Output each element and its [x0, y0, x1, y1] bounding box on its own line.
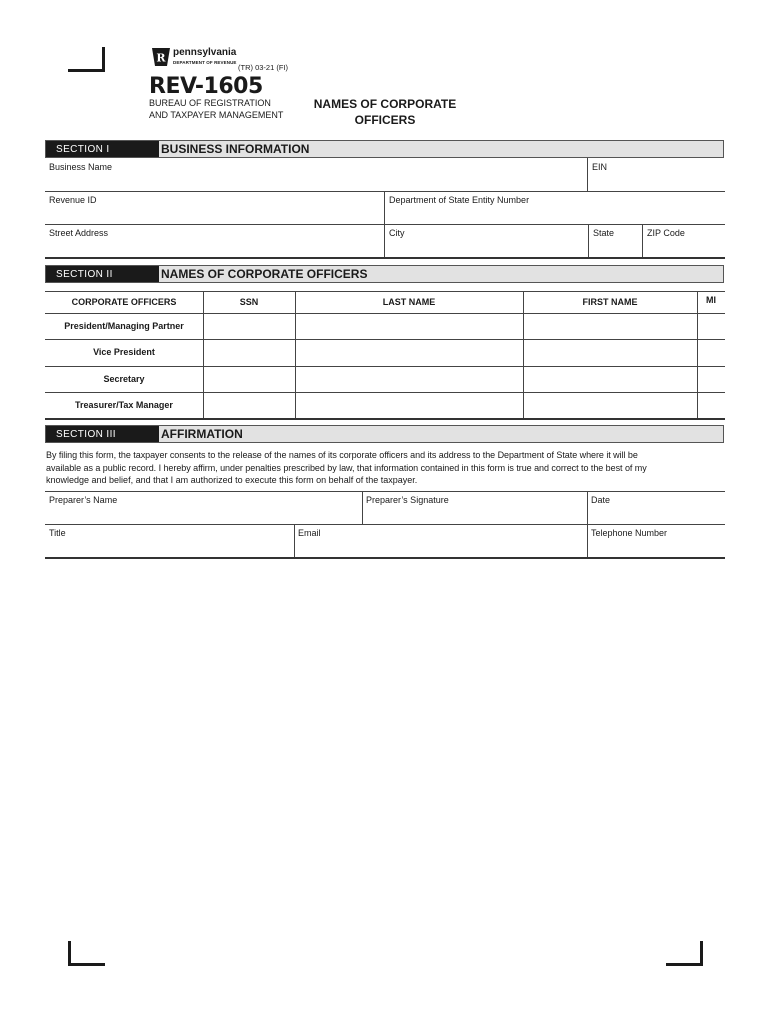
ein-label: EIN	[592, 162, 608, 172]
bureau-line-1: BUREAU OF REGISTRATION	[149, 98, 271, 108]
bureau-line-2: AND TAXPAYER MANAGEMENT	[149, 110, 284, 120]
divider	[45, 291, 725, 292]
section-2-header	[45, 265, 724, 283]
column-header-officers: CORPORATE OFFICERS	[71, 297, 177, 307]
agency-name: pennsylvania	[173, 47, 237, 58]
preparer-signature-field[interactable]	[363, 491, 586, 524]
revenue-id-field[interactable]	[45, 191, 383, 224]
preparer-signature-label: Preparer’s Signature	[366, 495, 449, 505]
row-label-president: President/Managing Partner	[64, 321, 184, 331]
dos-entity-number-label: Department of State Entity Number	[389, 195, 530, 205]
divider	[362, 491, 363, 524]
vice-president-first-name-input[interactable]	[524, 340, 697, 366]
divider	[45, 557, 725, 559]
section-1-tag: SECTION I	[46, 141, 159, 157]
row-label-secretary: Secretary	[103, 374, 145, 384]
divider	[294, 524, 295, 557]
title-field[interactable]	[45, 524, 293, 557]
registration-mark-bottom-left	[68, 941, 105, 966]
vice-president-ssn-input[interactable]	[204, 340, 295, 366]
street-address-field[interactable]	[45, 224, 383, 257]
dos-entity-number-field[interactable]	[385, 191, 725, 224]
revenue-id-label: Revenue ID	[49, 195, 97, 205]
treasurer-ssn-input[interactable]	[204, 393, 295, 418]
secretary-mi-input[interactable]	[698, 367, 725, 392]
treasurer-mi-input[interactable]	[698, 393, 725, 418]
preparer-name-field[interactable]	[45, 491, 361, 524]
registration-mark-bottom-right	[666, 941, 703, 966]
page-title	[290, 96, 480, 128]
column-header-mi: MI	[706, 295, 716, 305]
column-header-ssn: SSN	[239, 297, 259, 307]
street-address-label: Street Address	[49, 228, 109, 238]
date-field[interactable]	[588, 491, 725, 524]
president-ssn-input[interactable]	[204, 314, 295, 339]
registration-mark-top-left	[68, 47, 105, 72]
affirmation-line-2: available as a public record. I hereby affirm, under penalties prescribed by law, that information contained in this form is true and correct to the best of my	[46, 462, 647, 473]
email-label: Email	[298, 528, 321, 538]
secretary-first-name-input[interactable]	[524, 367, 697, 392]
agency-subtitle: DEPARTMENT OF REVENUE	[173, 60, 237, 65]
divider	[588, 224, 589, 257]
section-2-tag: SECTION II	[46, 266, 159, 282]
preparer-name-label: Preparer’s Name	[49, 495, 118, 505]
state-label: State	[593, 228, 615, 238]
form-version: (TR) 03-21 (FI)	[238, 63, 289, 72]
divider	[642, 224, 643, 257]
row-label-treasurer: Treasurer/Tax Manager	[75, 400, 173, 410]
ein-field[interactable]	[588, 158, 724, 191]
president-last-name-input[interactable]	[296, 314, 523, 339]
city-field[interactable]	[385, 224, 587, 257]
agency-logo	[151, 46, 241, 68]
business-name-field[interactable]	[45, 158, 587, 191]
secretary-ssn-input[interactable]	[204, 367, 295, 392]
vice-president-last-name-input[interactable]	[296, 340, 523, 366]
column-header-last-name: LAST NAME	[382, 297, 436, 307]
affirmation-line-1: By filing this form, the taxpayer consents to the release of the names of its corporate officers and its address to the Department of State where it will be	[46, 450, 638, 460]
email-field[interactable]	[295, 524, 586, 557]
secretary-last-name-input[interactable]	[296, 367, 523, 392]
president-first-name-input[interactable]	[524, 314, 697, 339]
treasurer-last-name-input[interactable]	[296, 393, 523, 418]
city-label: City	[389, 228, 405, 238]
vice-president-mi-input[interactable]	[698, 340, 725, 366]
section-3-title: AFFIRMATION	[161, 427, 243, 441]
bureau-name	[149, 97, 283, 121]
affirmation-line-3: knowledge and belief, and that I am authorized to execute this form on behalf of the taxpayer.	[46, 475, 418, 485]
treasurer-first-name-input[interactable]	[524, 393, 697, 418]
telephone-label: Telephone Number	[591, 528, 668, 538]
keystone-icon	[151, 47, 171, 67]
column-header-first-name: FIRST NAME	[582, 297, 638, 307]
svg-text:R: R	[156, 51, 166, 65]
affirmation-statement	[46, 449, 726, 487]
title-label: Title	[49, 528, 66, 538]
form-number: REV-1605	[149, 74, 263, 99]
date-label: Date	[591, 495, 611, 505]
zip-field[interactable]	[643, 224, 725, 257]
president-mi-input[interactable]	[698, 314, 725, 339]
section-1-header	[45, 140, 724, 158]
business-name-label: Business Name	[49, 162, 113, 172]
section-1-title: BUSINESS INFORMATION	[161, 142, 310, 156]
divider	[45, 257, 725, 259]
divider	[45, 418, 725, 420]
title-line-2: OFFICERS	[354, 113, 416, 127]
section-3-header	[45, 425, 724, 443]
row-label-vice-president: Vice President	[93, 347, 155, 357]
state-field[interactable]	[589, 224, 642, 257]
telephone-field[interactable]	[588, 524, 725, 557]
divider	[587, 491, 588, 524]
title-line-1: NAMES OF CORPORATE	[313, 97, 457, 111]
divider	[587, 158, 588, 191]
section-2-title: NAMES OF CORPORATE OFFICERS	[161, 267, 368, 281]
divider	[587, 524, 588, 557]
zip-label: ZIP Code	[647, 228, 685, 238]
section-3-tag: SECTION III	[46, 426, 159, 442]
